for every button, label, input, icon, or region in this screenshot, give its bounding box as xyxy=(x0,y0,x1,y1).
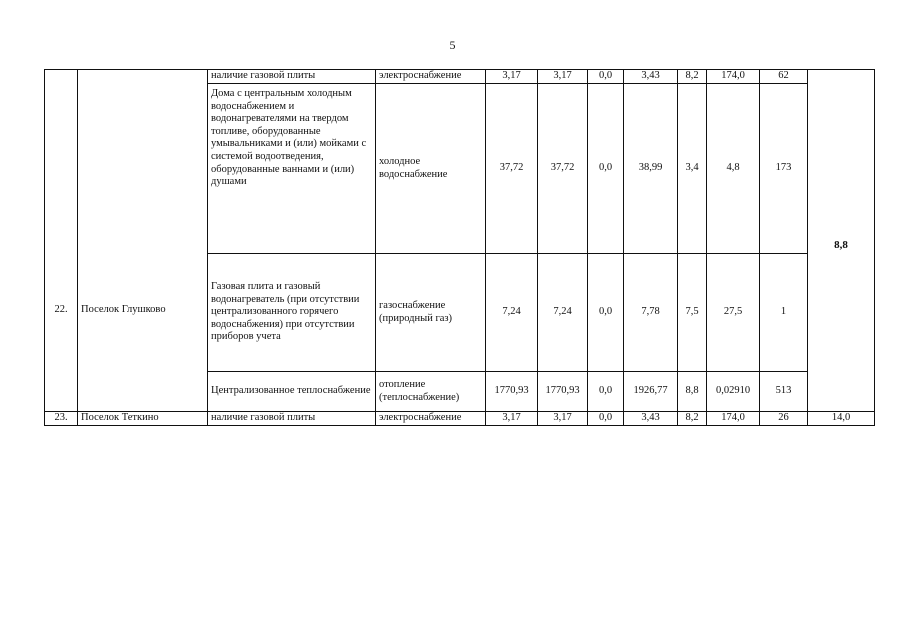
value-cell: 3,17 xyxy=(486,412,538,426)
value-cell: 0,0 xyxy=(588,254,624,372)
value-cell: 8,2 xyxy=(678,70,707,84)
settlement-name: Поселок Глушково xyxy=(78,70,208,412)
value-cell: 38,99 xyxy=(624,84,678,254)
value-cell: 37,72 xyxy=(486,84,538,254)
value-cell: 3,43 xyxy=(624,70,678,84)
category-cell: Централизованное теплоснабжение xyxy=(208,372,376,412)
service-cell: электроснабжение xyxy=(376,70,486,84)
value-cell: 3,43 xyxy=(624,412,678,426)
value-cell: 3,17 xyxy=(538,70,588,84)
row-number: 23. xyxy=(45,412,78,426)
value-cell: 7,78 xyxy=(624,254,678,372)
value-cell: 0,0 xyxy=(588,84,624,254)
table-row xyxy=(45,412,875,426)
category-cell: наличие газовой плиты xyxy=(208,70,376,84)
group-total: 14,0 xyxy=(808,412,875,426)
category-cell: наличие газовой плиты xyxy=(208,412,376,426)
value-cell: 1 xyxy=(760,254,808,372)
service-cell: отопление (теплоснабжение) xyxy=(376,372,486,412)
value-cell: 1770,93 xyxy=(538,372,588,412)
value-cell: 4,8 xyxy=(707,84,760,254)
value-cell: 174,0 xyxy=(707,412,760,426)
settlement-name: Поселок Теткино xyxy=(78,412,208,426)
value-cell: 62 xyxy=(760,70,808,84)
row-number: 22. xyxy=(45,70,78,412)
service-cell: электроснабжение xyxy=(376,412,486,426)
category-cell: Газовая плита и газовый водонагреватель (при отсутствии централизованного горячего водоснабжения) при отсутствии приборов учета xyxy=(208,254,376,372)
value-cell: 3,17 xyxy=(538,412,588,426)
value-cell: 3,4 xyxy=(678,84,707,254)
value-cell: 0,0 xyxy=(588,372,624,412)
value-cell: 27,5 xyxy=(707,254,760,372)
page-number: 5 xyxy=(449,38,456,52)
table-row xyxy=(45,70,875,84)
value-cell: 7,24 xyxy=(486,254,538,372)
value-cell: 1926,77 xyxy=(624,372,678,412)
value-cell: 26 xyxy=(760,412,808,426)
value-cell: 0,0 xyxy=(588,412,624,426)
value-cell: 7,24 xyxy=(538,254,588,372)
value-cell: 37,72 xyxy=(538,84,588,254)
tariff-table xyxy=(44,69,875,426)
category-cell: Дома с центральным холодным водоснабжением и водонагревателями на твердом топливе, оборудованные умывальниками и (или) мойками с системой водоотведения, оборудованные ваннами и (или) душами xyxy=(208,84,376,254)
value-cell: 7,5 xyxy=(678,254,707,372)
value-cell: 8,8 xyxy=(678,372,707,412)
value-cell: 1770,93 xyxy=(486,372,538,412)
value-cell: 3,17 xyxy=(486,70,538,84)
service-cell: холодное водоснабжение xyxy=(376,84,486,254)
value-cell: 173 xyxy=(760,84,808,254)
service-cell: газоснабжение (природный газ) xyxy=(376,254,486,372)
group-total: 8,8 xyxy=(808,70,875,412)
value-cell: 174,0 xyxy=(707,70,760,84)
value-cell: 0,0 xyxy=(588,70,624,84)
value-cell: 8,2 xyxy=(678,412,707,426)
value-cell: 513 xyxy=(760,372,808,412)
value-cell: 0,02910 xyxy=(707,372,760,412)
